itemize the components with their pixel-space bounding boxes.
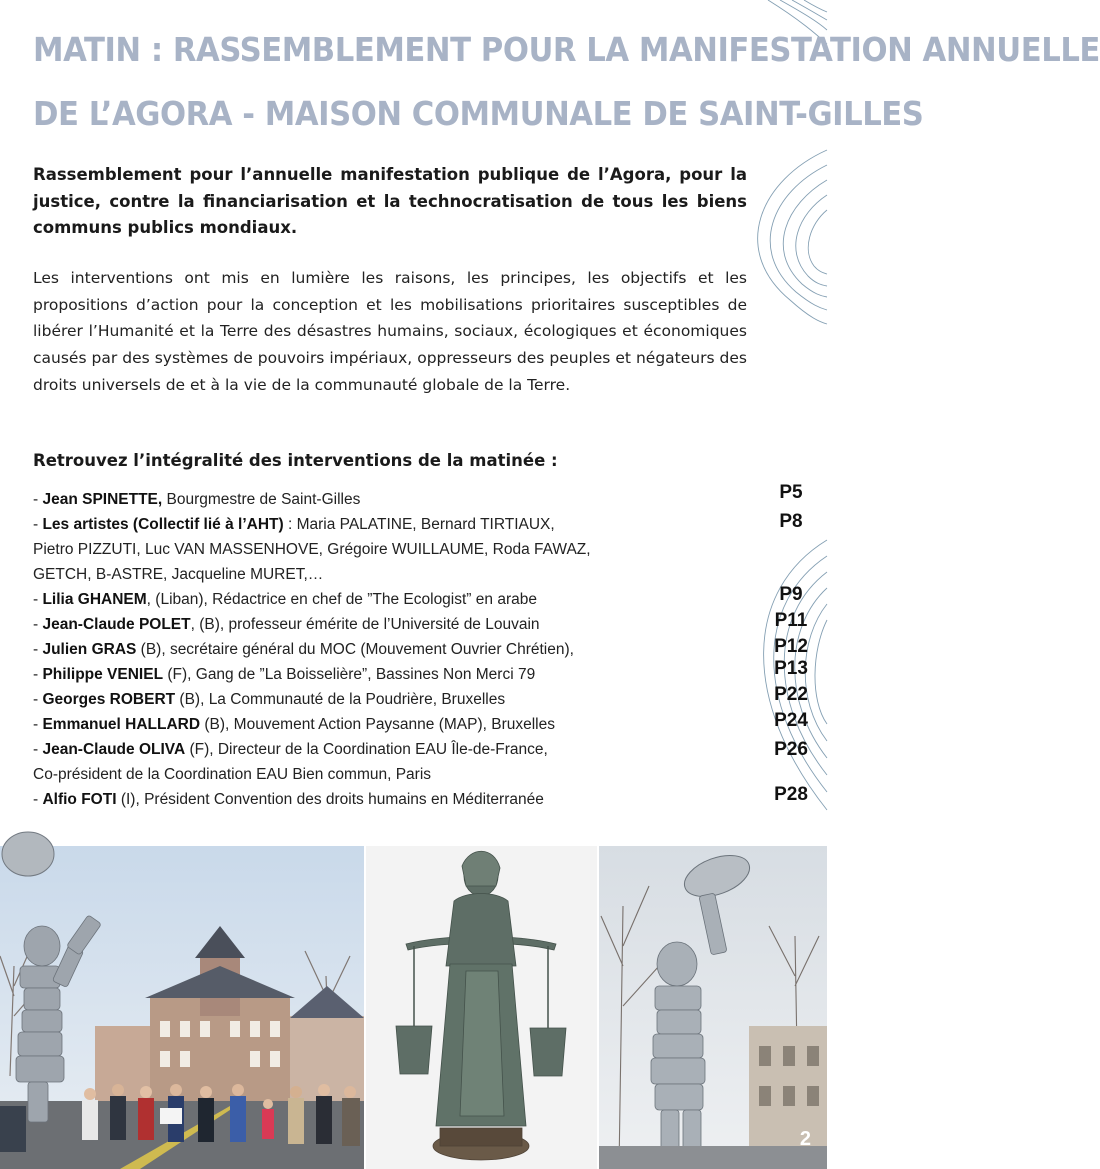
- photo-bucket-statue: [599, 846, 827, 1169]
- title-line-1: MATIN : RASSEMBLEMENT POUR LA MANIFESTATION ANNUELLE: [33, 30, 1100, 69]
- interventions-heading: Retrouvez l’intégralité des interventions de la matinée :: [33, 451, 558, 470]
- speaker-name: Les artistes (Collectif lié à l’AHT): [42, 516, 284, 533]
- page-ref[interactable]: P12: [774, 636, 808, 657]
- page-ref[interactable]: P5: [779, 482, 803, 503]
- list-item: Co-président de la Coordination EAU Bien commun, Paris: [33, 766, 432, 783]
- speaker-name: Georges ROBERT: [42, 691, 176, 708]
- list-item: - Jean SPINETTE, Bourgmestre de Saint-Gilles: [33, 491, 361, 508]
- photo-water-carrier-statue: [366, 846, 597, 1169]
- speaker-name: Lilia GHANEM: [42, 591, 147, 608]
- page-ref[interactable]: P11: [774, 610, 808, 631]
- speaker-name: Alfio FOTI: [42, 791, 117, 808]
- list-item: - Julien GRAS (B), secrétaire général du MOC (Mouvement Ouvrier Chrétien),: [33, 641, 574, 658]
- page-ref[interactable]: P22: [774, 684, 808, 705]
- photo-strip: [0, 846, 827, 1169]
- speaker-name: Jean-Claude POLET: [42, 616, 191, 633]
- list-item: - Philippe VENIEL (F), Gang de ”La Boisselière”, Bassines Non Merci 79: [33, 666, 536, 683]
- speaker-name: Emmanuel HALLARD: [42, 716, 201, 733]
- title-line-2: DE L’AGORA - MAISON COMMUNALE DE SAINT-GILLES: [33, 94, 924, 133]
- speaker-list: [33, 487, 753, 812]
- list-item: - Jean-Claude POLET, (B), professeur émérite de l’Université de Louvain: [33, 616, 540, 633]
- photo-town-hall-gathering: [0, 846, 364, 1169]
- list-item: - Emmanuel HALLARD (B), Mouvement Action Paysanne (MAP), Bruxelles: [33, 716, 555, 733]
- list-item: - Les artistes (Collectif lié à l’AHT) : Maria PALATINE, Bernard TIRTIAUX,: [33, 516, 555, 533]
- speaker-name: Philippe VENIEL: [42, 666, 164, 683]
- page-ref[interactable]: P13: [774, 658, 808, 679]
- speaker-name: Jean SPINETTE,: [42, 491, 163, 508]
- page-title: [33, 28, 1100, 136]
- page-ref[interactable]: P28: [774, 784, 808, 805]
- speaker-name: Julien GRAS: [42, 641, 137, 658]
- page-references: [760, 480, 822, 820]
- list-item: Pietro PIZZUTI, Luc VAN MASSENHOVE, Grégoire WUILLAUME, Roda FAWAZ,: [33, 541, 591, 558]
- list-item: - Lilia GHANEM, (Liban), Rédactrice en chef de ”The Ecologist” en arabe: [33, 591, 537, 608]
- list-item: - Georges ROBERT (B), La Communauté de la Poudrière, Bruxelles: [33, 691, 506, 708]
- speaker-name: Jean-Claude OLIVA: [42, 741, 186, 758]
- page-ref[interactable]: P9: [779, 584, 803, 605]
- page-number: 2: [799, 1128, 811, 1150]
- page-ref[interactable]: P26: [774, 739, 808, 760]
- list-item: - Jean-Claude OLIVA (F), Directeur de la Coordination EAU Île-de-France,: [33, 741, 548, 758]
- list-item: GETCH, B-ASTRE, Jacqueline MURET,…: [33, 566, 324, 583]
- lead-paragraph: Rassemblement pour l’annuelle manifestation publique de l’Agora, pour la justice, contre la financiarisation et la technocratisation de tous les biens communs publics mondiaux.: [33, 165, 747, 237]
- page-ref[interactable]: P24: [774, 710, 808, 731]
- body-paragraph: Les interventions ont mis en lumière les raisons, les principes, les objectifs et les propositions d’action pour la conception et les mobilisations prioritaires susceptibles de libérer l’Humanité et la Terre des désastres humains, sociaux, écologiques et économiques causés par des systèmes de pouvoirs impériaux, oppresseurs des peuples et négateurs des droits universels de et à la vie de la communauté globale de la Terre.: [33, 269, 747, 394]
- list-item: - Alfio FOTI (I), Président Convention des droits humains en Méditerranée: [33, 791, 544, 808]
- page-ref[interactable]: P8: [779, 511, 803, 532]
